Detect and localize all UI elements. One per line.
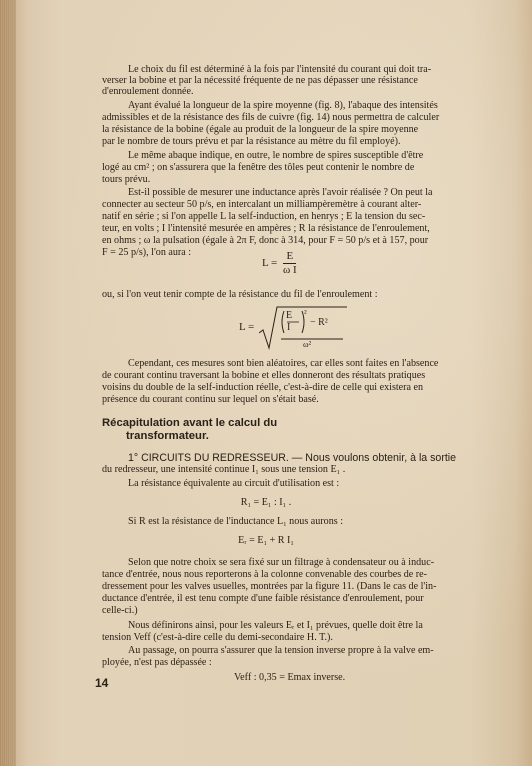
text-line: 1° CIRCUITS DU REDRESSEUR. — Nous voulons obtenir, à la sortie (128, 452, 457, 464)
text-line: en ohms ; ω la pulsation (égale à 2π F, donc à 314, pour F = 50 p/s et à 157, pour (102, 235, 429, 246)
text-line: Est-il possible de mesurer une inductance après l'avoir réalisée ? On peut la (128, 187, 433, 198)
text-line: Le choix du fil est déterminé à la fois par l'intensité du courant qui doit tra- (128, 64, 432, 75)
text-line: connecter au secteur 50 p/s, en intercalant un milliampèremètre à courant alter- (102, 199, 422, 210)
page-number: 14 (95, 676, 109, 690)
formula-lhs: L = (262, 257, 278, 270)
text-line: la résistance de la bobine (égale au produit de la longueur de la spire moyenne (102, 124, 419, 135)
text-line: tance d'entrée, nous nous reporterons à la colonne convenable des courbes de re- (102, 569, 427, 580)
formula-line: Veff : 0,35 = Emax inverse. (234, 672, 346, 683)
text-line: ductance d'entrée, il est tenu compte d'une faible résistance d'enroulement, pour (102, 593, 424, 604)
text-line: Selon que notre choix se sera fixé sur un filtrage à condensateur ou à induc- (128, 557, 435, 568)
exponent: ² (304, 308, 307, 318)
text-line: Nous définirons ainsi, pour les valeurs Eᵣ et I₁ prévues, quelle doit être la (128, 620, 423, 631)
text-line: Le même abaque indique, en outre, le nombre de spires susceptible d'être (128, 150, 424, 161)
text-line: dressement pour les valves usuelles, montrées par la figure 11. (Dans le cas de l'in- (102, 581, 437, 592)
denominator: ω² (303, 339, 312, 349)
text-line: Ayant évalué la longueur de la spire moyenne (fig. 8), l'abaque des intensités (128, 100, 438, 111)
text-line: d'enroulement donnée. (102, 86, 194, 97)
fraction (280, 250, 300, 277)
inner-denominator: I (287, 322, 291, 333)
page-edge (0, 0, 16, 766)
section-heading: Récapitulation avant le calcul du (102, 417, 278, 429)
text-line: celle-ci.) (102, 605, 138, 616)
text-line: logé au cm² ; on s'assurera que la fenêtre des tôles peut contenir le nombre de (102, 162, 415, 173)
fraction-denominator: ω I (283, 264, 297, 276)
text-line: tours prévu. (102, 174, 151, 185)
text-line: F = 25 p/s), l'on aura : (102, 247, 192, 258)
text-line: verser la bobine et par la nécessité fréquente de ne pas dépasser une résistance (102, 75, 418, 86)
formula-inductance-resistance (239, 305, 349, 351)
text-line: La résistance équivalente au circuit d'utilisation est : (128, 478, 340, 489)
text-line: voisins du double de la self-induction réelle, c'est-à-dire de celle qui existera en (102, 382, 424, 393)
fraction-numerator: E (283, 250, 296, 264)
text-line: Cependant, ces mesures sont bien aléatoires, car elles sont faites en l'absence (128, 358, 439, 369)
text-line: ployée, n'est pas dépassée : (102, 657, 212, 668)
text-line: de courant continu traversant la bobine et elles donneront des résultats pratiques (102, 370, 426, 381)
text-line: ou, si l'on veut tenir compte de la résistance du fil de l'enroulement : (102, 289, 378, 300)
formula-line: Eᵣ = E₁ + R I₁ (238, 535, 294, 546)
text-line: tension Veff (c'est-à-dire celle du demi-secondaire H. T.). (102, 632, 333, 643)
formula-lhs: L = (239, 321, 255, 333)
formula-line: R₁ = E₁ : I₁ . (240, 497, 292, 508)
text-line: du redresseur, une intensité continue I₁ sous une tension E₁ . (102, 464, 346, 475)
inner-numerator: E (286, 310, 293, 321)
text-line: Au passage, on pourra s'assurer que la tension inverse propre à la valve em- (128, 645, 434, 656)
text-line: teur, en volts ; I l'intensité mesurée en ampères ; R la résistance de l'enroulement, (102, 223, 430, 234)
text-line: par le nombre de tours prévu et par la résistance au mètre du fil employé). (102, 136, 401, 147)
text-line: natif en série ; si l'on appelle L la self-induction, en henrys ; E la tension du sec- (102, 211, 426, 222)
section-heading: transformateur. (126, 430, 209, 442)
minus-term: − R² (310, 317, 328, 328)
text-line: admissibles et de la résistance des fils de cuivre (fig. 14) nous permettra de calculer (102, 112, 440, 123)
text-line: Si R est la résistance de l'inductance L₁ nous aurons : (128, 516, 344, 527)
formula-inductance (262, 250, 300, 277)
text-line: présence du courant continu sur lequel on s'était basé. (102, 394, 319, 405)
